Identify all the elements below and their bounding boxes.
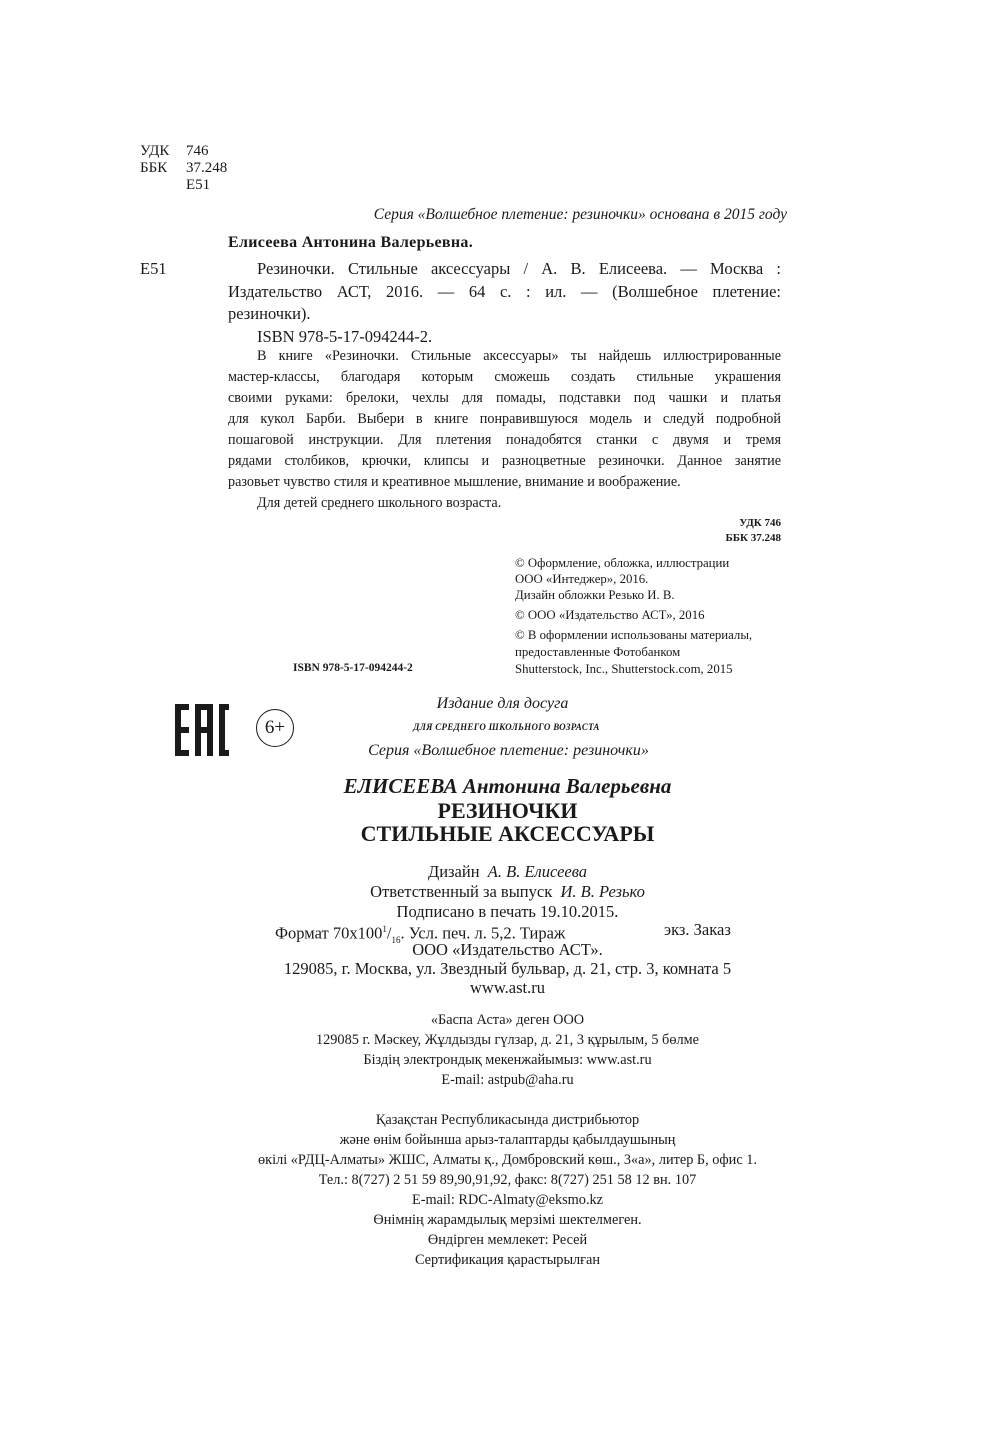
kz-distributor-line-4: Тел.: 8(727) 2 51 59 89,90,91,92, факс: 8(727) 251 58 12 вн. 107 — [318, 1172, 697, 1188]
responsible-name: И. В. Резько — [560, 882, 645, 901]
copyright-3b: предоставленные Фотобанком — [515, 645, 681, 659]
bbk-small: ББК 37.248 — [725, 532, 781, 544]
title-line-1: РЕЗИНОЧКИ — [437, 798, 578, 823]
kz-distributor-line-3: өкілі «РДЦ-Алматы» ЖШС, Алматы қ., Домбровский көш., 3«а», литер Б, офис 1. — [258, 1152, 757, 1168]
kz-publisher-line-1: «Баспа Аста» деген ООО — [430, 1012, 585, 1028]
imprint-site: www.ast.ru — [470, 978, 545, 997]
responsible-label: Ответственный за выпуск — [370, 882, 553, 901]
title-author: ЕЛИСЕЕВА Антонина Валерьевна — [343, 774, 672, 798]
description-line-6: рядами столбиков, крючки, клипсы и разноцветные резиночки. Данное занятие — [228, 453, 781, 469]
description-line-4: для кукол Барби. Выбери в книге понравившуюся модель и следуй подробной — [228, 411, 781, 427]
bib-line-1: Резиночки. Стильные аксессуары / А. В. Елисеева. — Москва : — [257, 259, 781, 278]
bbk-value: 37.248 — [186, 160, 228, 176]
format-b: . Усл. печ. л. 5,2. Тираж — [400, 923, 566, 943]
kz-publisher-line-4: E-mail: astpub@aha.ru — [441, 1072, 574, 1088]
format-slash: / — [386, 923, 392, 943]
kz-distributor-line-6: Өнімнің жарамдылық мерзімі шектелмеген. — [373, 1212, 642, 1228]
edition-audience: ДЛЯ СРЕДНЕГО ШКОЛЬНОГО ВОЗРАСТА — [413, 722, 600, 732]
edition-type: Издание для досуга — [436, 695, 569, 712]
description-line-7: разовьет чувство стиля и креативное мышление, внимание и воображение. — [228, 474, 681, 490]
copyright-1c: Дизайн обложки Резько И. В. — [515, 588, 675, 602]
design-label: Дизайн — [427, 862, 480, 881]
series-note: Серия «Волшебное плетение: резиночки» основана в 2015 году — [373, 206, 787, 223]
isbn-small: ISBN 978-5-17-094244-2 — [293, 662, 413, 674]
author-mark: Е51 — [186, 177, 211, 193]
imprint-signed: Подписано в печать 19.10.2015. — [396, 902, 619, 921]
description-line-3: своими руками: брелоки, чехлы для помады, подставки под чашки и платья — [228, 390, 781, 406]
bib-line-2: Издательство АСТ, 2016. — 64 с. : ил. — (Волшебное плетение: — [228, 282, 781, 301]
title-line-2: СТИЛЬНЫЕ АКСЕССУАРЫ — [360, 821, 655, 846]
copyright-3: © В оформлении использованы материалы, — [515, 628, 753, 642]
imprint-responsible — [0, 882, 987, 901]
design-name: А. В. Елисеева — [487, 862, 588, 881]
kz-publisher-line-2: 129085 г. Мәскеу, Жұлдызды гүлзар, д. 21, 3 құрылым, 5 бөлме — [315, 1032, 699, 1048]
copyright-1: © Оформление, обложка, иллюстрации — [515, 556, 730, 570]
imprint-design — [0, 862, 987, 881]
age-rating-label: 6+ — [264, 717, 286, 738]
catalog-author-heading: Елисеева Антонина Валерьевна. — [228, 234, 473, 251]
format-a: Формат 70x100 — [275, 923, 383, 943]
udk-value: 746 — [186, 143, 209, 159]
kz-distributor-line-7: Өндірген мемлекет: Ресей — [427, 1232, 588, 1248]
catalog-mark: Е51 — [140, 259, 167, 278]
bib-line-3: резиночки). — [228, 304, 311, 323]
audience: Для детей среднего школьного возраста. — [257, 495, 502, 511]
edition-series: Серия «Волшебное плетение: резиночки» — [368, 742, 649, 759]
description-line-1: В книге «Резиночки. Стильные аксессуары» ты найдешь иллюстрированные — [257, 348, 781, 364]
description-line-5: пошаговой инструкции. Для плетения понадобятся станки с двумя и тремя — [228, 432, 781, 448]
format-sup: 1 — [382, 924, 387, 934]
format-sub: 16 — [391, 934, 401, 945]
imprint-order: экз. Заказ — [664, 920, 731, 939]
imprint-publisher: ООО «Издательство АСТ». — [412, 940, 603, 959]
copyright-3c: Shutterstock, Inc., Shutterstock.com, 2015 — [515, 662, 733, 676]
copyright-1b: ООО «Интеджер», 2016. — [515, 572, 649, 586]
kz-publisher-line-3: Біздің электрондық мекенжайымыз: www.ast.ru — [363, 1052, 652, 1068]
imprint-address: 129085, г. Москва, ул. Звездный бульвар, д. 21, стр. 3, комната 5 — [283, 959, 732, 978]
bbk-label: ББК — [140, 160, 168, 176]
kz-distributor-line-2: және өнім бойынша арыз-талаптарды қабылдаушының — [339, 1132, 676, 1148]
kz-distributor-line-1: Қазақстан Республикасында дистрибьютор — [375, 1112, 640, 1128]
udk-label: УДК — [140, 143, 170, 159]
kz-distributor-line-5: E-mail: RDC-Almaty@eksmo.kz — [411, 1192, 604, 1208]
description-line-2: мастер-классы, благодаря которым сможешь создать стильные украшения — [228, 369, 781, 385]
isbn-line: ISBN 978-5-17-094244-2. — [257, 327, 433, 346]
udk-small: УДК 746 — [739, 517, 781, 529]
copyright-2: © ООО «Издательство АСТ», 2016 — [515, 608, 705, 622]
kz-distributor-line-8: Сертификация қарастырылған — [414, 1252, 601, 1268]
